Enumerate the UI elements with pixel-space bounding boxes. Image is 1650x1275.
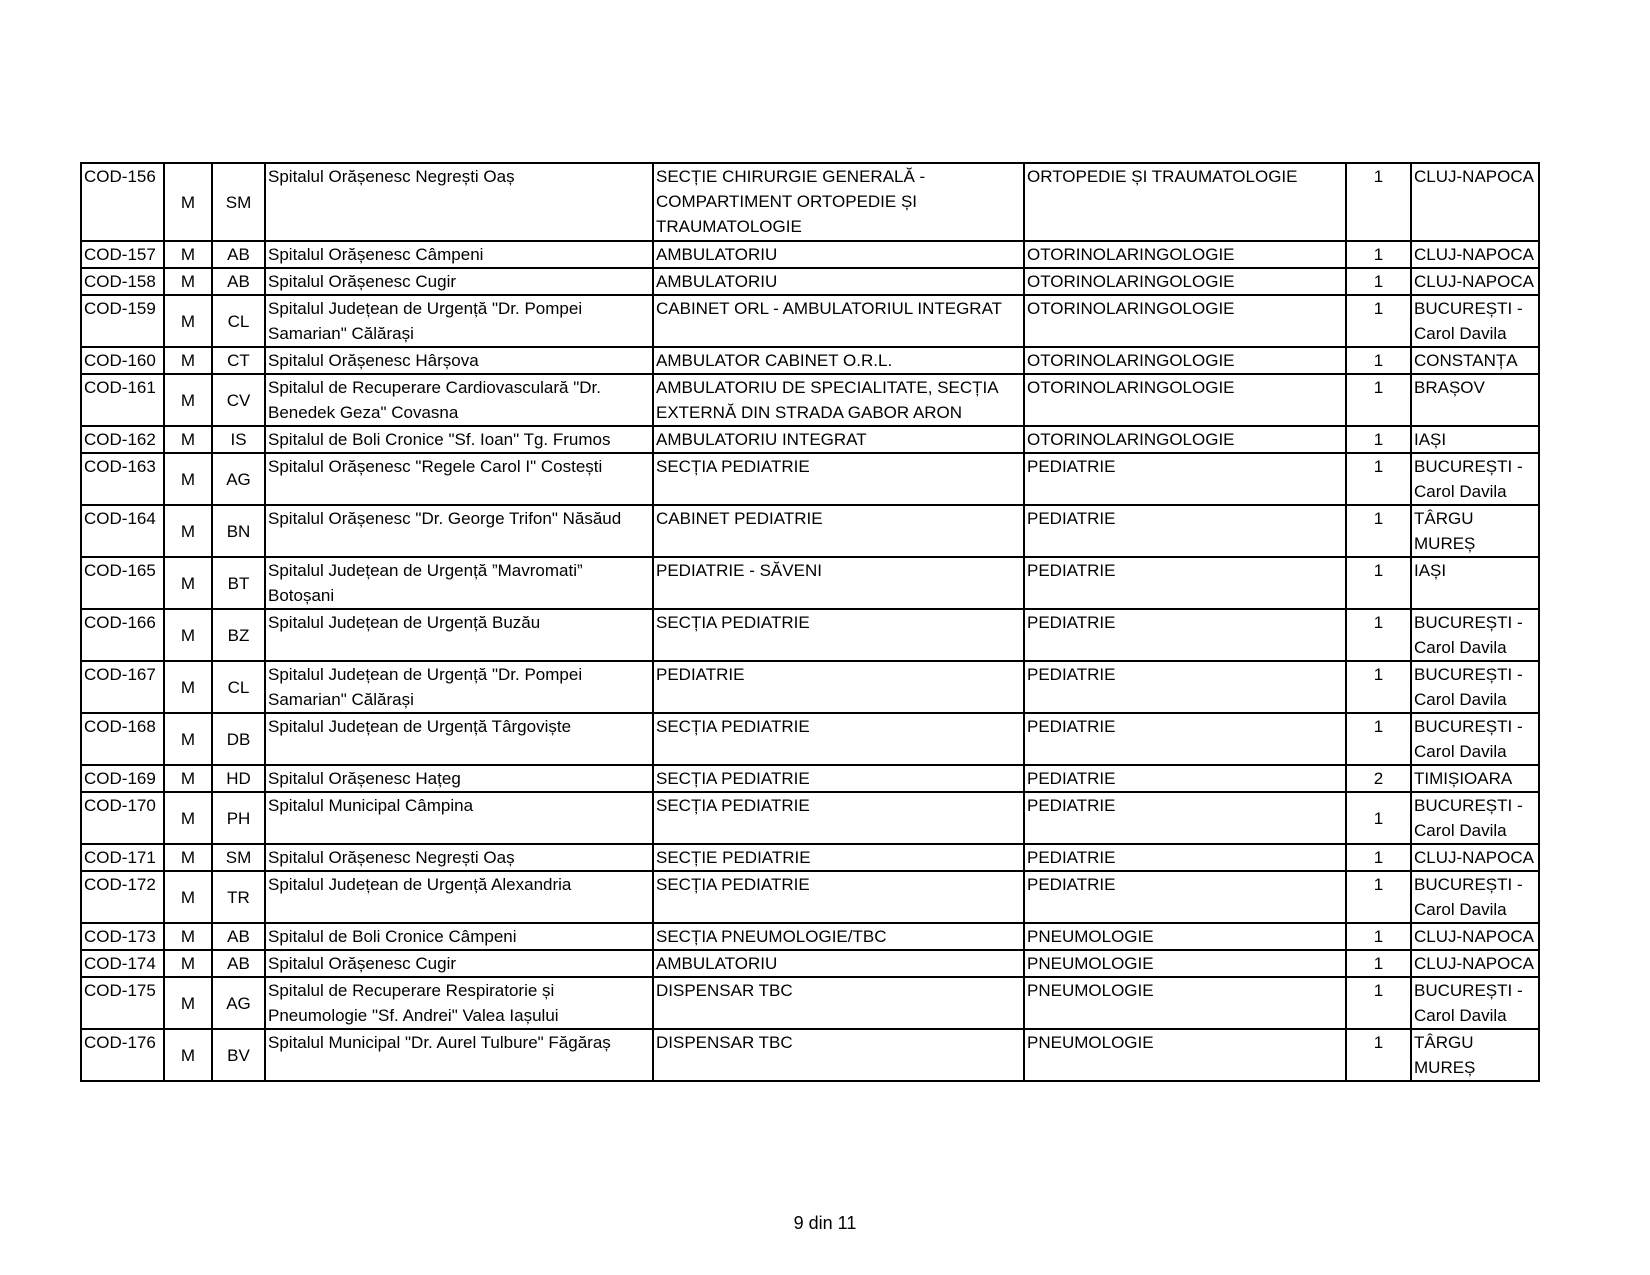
cell-specialty: PNEUMOLOGIE <box>1024 1029 1346 1081</box>
cell-hospital: Spitalul de Recuperare Cardiovasculară "Dr. Benedek Geza" Covasna <box>265 374 653 426</box>
cell-exam-center: BUCUREȘTI - Carol Davila <box>1411 871 1539 923</box>
cell-county: BT <box>212 557 265 609</box>
cell-county: DB <box>212 713 265 765</box>
table-row <box>81 374 1539 426</box>
cell-exam-center: CLUJ-NAPOCA <box>1411 241 1539 268</box>
cell-specialty: PEDIATRIE <box>1024 453 1346 505</box>
cell-county: AG <box>212 453 265 505</box>
cell-code: COD-176 <box>81 1029 164 1081</box>
cell-specialty: PEDIATRIE <box>1024 713 1346 765</box>
cell-specialty: PNEUMOLOGIE <box>1024 923 1346 950</box>
table-row <box>81 268 1539 295</box>
table-row <box>81 713 1539 765</box>
cell-exam-center: CLUJ-NAPOCA <box>1411 844 1539 871</box>
cell-specialty: OTORINOLARINGOLOGIE <box>1024 241 1346 268</box>
cell-sex: M <box>164 765 212 792</box>
cell-code: COD-157 <box>81 241 164 268</box>
table-row <box>81 557 1539 609</box>
cell-code: COD-165 <box>81 557 164 609</box>
cell-exam-center: IAȘI <box>1411 557 1539 609</box>
cell-county: TR <box>212 871 265 923</box>
cell-hospital: Spitalul Orășenesc Câmpeni <box>265 241 653 268</box>
cell-code: COD-160 <box>81 347 164 374</box>
cell-hospital: Spitalul de Recuperare Respiratorie și Pneumologie "Sf. Andrei" Valea Iașului <box>265 977 653 1029</box>
cell-hospital: Spitalul Județean de Urgență Buzău <box>265 609 653 661</box>
cell-hospital: Spitalul Orășenesc Hațeg <box>265 765 653 792</box>
cell-exam-center: BRAȘOV <box>1411 374 1539 426</box>
cell-exam-center: CLUJ-NAPOCA <box>1411 923 1539 950</box>
cell-posts: 1 <box>1346 505 1411 557</box>
table-row <box>81 347 1539 374</box>
cell-hospital: Spitalul de Boli Cronice "Sf. Ioan" Tg. Frumos <box>265 426 653 453</box>
cell-section: CABINET ORL - AMBULATORIUL INTEGRAT <box>653 295 1024 347</box>
cell-exam-center: IAȘI <box>1411 426 1539 453</box>
cell-county: HD <box>212 765 265 792</box>
table-row <box>81 505 1539 557</box>
table-row <box>81 426 1539 453</box>
cell-county: CV <box>212 374 265 426</box>
cell-code: COD-170 <box>81 792 164 844</box>
cell-exam-center: CLUJ-NAPOCA <box>1411 163 1539 241</box>
cell-exam-center: TIMIȘIOARA <box>1411 765 1539 792</box>
cell-county: AB <box>212 950 265 977</box>
cell-exam-center: BUCUREȘTI - Carol Davila <box>1411 713 1539 765</box>
cell-posts: 1 <box>1346 268 1411 295</box>
cell-county: AB <box>212 268 265 295</box>
cell-posts: 1 <box>1346 347 1411 374</box>
cell-code: COD-168 <box>81 713 164 765</box>
cell-section: SECȚIA PNEUMOLOGIE/TBC <box>653 923 1024 950</box>
cell-exam-center: BUCUREȘTI - Carol Davila <box>1411 977 1539 1029</box>
cell-posts: 1 <box>1346 163 1411 241</box>
cell-specialty: OTORINOLARINGOLOGIE <box>1024 295 1346 347</box>
table-row <box>81 661 1539 713</box>
cell-specialty: PEDIATRIE <box>1024 661 1346 713</box>
cell-sex: M <box>164 1029 212 1081</box>
cell-section: AMBULATORIU DE SPECIALITATE, SECȚIA EXTERNĂ DIN STRADA GABOR ARON <box>653 374 1024 426</box>
cell-specialty: ORTOPEDIE ȘI TRAUMATOLOGIE <box>1024 163 1346 241</box>
cell-section: DISPENSAR TBC <box>653 1029 1024 1081</box>
table-row <box>81 1029 1539 1081</box>
cell-sex: M <box>164 713 212 765</box>
cell-posts: 1 <box>1346 241 1411 268</box>
cell-county: CL <box>212 295 265 347</box>
cell-sex: M <box>164 609 212 661</box>
cell-code: COD-166 <box>81 609 164 661</box>
cell-county: BN <box>212 505 265 557</box>
cell-hospital: Spitalul Orășenesc "Dr. George Trifon" Năsăud <box>265 505 653 557</box>
table-row <box>81 977 1539 1029</box>
cell-exam-center: CLUJ-NAPOCA <box>1411 268 1539 295</box>
cell-county: PH <box>212 792 265 844</box>
cell-section: SECȚIA PEDIATRIE <box>653 765 1024 792</box>
cell-hospital: Spitalul Județean de Urgență "Dr. Pompei Samarian" Călărași <box>265 661 653 713</box>
table-body <box>81 163 1539 1081</box>
table-row <box>81 923 1539 950</box>
cell-posts: 1 <box>1346 295 1411 347</box>
cell-specialty: OTORINOLARINGOLOGIE <box>1024 347 1346 374</box>
table-row <box>81 241 1539 268</box>
cell-code: COD-163 <box>81 453 164 505</box>
cell-specialty: PEDIATRIE <box>1024 792 1346 844</box>
cell-posts: 1 <box>1346 977 1411 1029</box>
cell-sex: M <box>164 844 212 871</box>
cell-section: DISPENSAR TBC <box>653 977 1024 1029</box>
cell-specialty: PNEUMOLOGIE <box>1024 977 1346 1029</box>
cell-posts: 1 <box>1346 871 1411 923</box>
cell-exam-center: CONSTANȚA <box>1411 347 1539 374</box>
cell-sex: M <box>164 923 212 950</box>
cell-specialty: PEDIATRIE <box>1024 871 1346 923</box>
table-row <box>81 295 1539 347</box>
positions-table <box>80 162 1540 1082</box>
cell-sex: M <box>164 374 212 426</box>
cell-section: AMBULATORIU <box>653 241 1024 268</box>
cell-sex: M <box>164 426 212 453</box>
cell-exam-center: BUCUREȘTI - Carol Davila <box>1411 609 1539 661</box>
table-row <box>81 453 1539 505</box>
cell-posts: 1 <box>1346 374 1411 426</box>
cell-hospital: Spitalul Județean de Urgență Târgoviște <box>265 713 653 765</box>
cell-specialty: OTORINOLARINGOLOGIE <box>1024 268 1346 295</box>
cell-county: IS <box>212 426 265 453</box>
cell-posts: 1 <box>1346 792 1411 844</box>
table-row <box>81 765 1539 792</box>
cell-sex: M <box>164 557 212 609</box>
cell-code: COD-158 <box>81 268 164 295</box>
cell-specialty: PEDIATRIE <box>1024 505 1346 557</box>
cell-posts: 1 <box>1346 713 1411 765</box>
cell-hospital: Spitalul Orășenesc Negrești Oaș <box>265 844 653 871</box>
cell-specialty: PEDIATRIE <box>1024 609 1346 661</box>
cell-sex: M <box>164 871 212 923</box>
cell-specialty: OTORINOLARINGOLOGIE <box>1024 426 1346 453</box>
cell-code: COD-156 <box>81 163 164 241</box>
cell-code: COD-174 <box>81 950 164 977</box>
cell-code: COD-167 <box>81 661 164 713</box>
cell-exam-center: CLUJ-NAPOCA <box>1411 950 1539 977</box>
cell-exam-center: BUCUREȘTI - Carol Davila <box>1411 792 1539 844</box>
cell-hospital: Spitalul Orășenesc Hârșova <box>265 347 653 374</box>
cell-code: COD-161 <box>81 374 164 426</box>
table-row <box>81 792 1539 844</box>
cell-code: COD-162 <box>81 426 164 453</box>
cell-specialty: PEDIATRIE <box>1024 557 1346 609</box>
cell-posts: 1 <box>1346 609 1411 661</box>
cell-county: AB <box>212 241 265 268</box>
cell-county: BV <box>212 1029 265 1081</box>
cell-hospital: Spitalul Orășenesc Cugir <box>265 268 653 295</box>
cell-posts: 1 <box>1346 844 1411 871</box>
cell-section: AMBULATORIU INTEGRAT <box>653 426 1024 453</box>
cell-hospital: Spitalul Municipal Câmpina <box>265 792 653 844</box>
cell-sex: M <box>164 977 212 1029</box>
cell-sex: M <box>164 950 212 977</box>
cell-county: AG <box>212 977 265 1029</box>
cell-hospital: Spitalul Județean de Urgență Alexandria <box>265 871 653 923</box>
table-row <box>81 609 1539 661</box>
cell-exam-center: BUCUREȘTI - Carol Davila <box>1411 453 1539 505</box>
cell-hospital: Spitalul Județean de Urgență "Dr. Pompei Samarian" Călărași <box>265 295 653 347</box>
cell-posts: 2 <box>1346 765 1411 792</box>
cell-section: PEDIATRIE <box>653 661 1024 713</box>
cell-section: SECȚIE CHIRURGIE GENERALĂ - COMPARTIMENT ORTOPEDIE ȘI TRAUMATOLOGIE <box>653 163 1024 241</box>
cell-exam-center: BUCUREȘTI - Carol Davila <box>1411 295 1539 347</box>
cell-posts: 1 <box>1346 453 1411 505</box>
cell-sex: M <box>164 661 212 713</box>
table-row <box>81 950 1539 977</box>
cell-section: AMBULATORIU <box>653 950 1024 977</box>
table-row <box>81 871 1539 923</box>
cell-hospital: Spitalul Municipal "Dr. Aurel Tulbure" Făgăraș <box>265 1029 653 1081</box>
cell-sex: M <box>164 347 212 374</box>
cell-code: COD-171 <box>81 844 164 871</box>
cell-sex: M <box>164 163 212 241</box>
cell-posts: 1 <box>1346 923 1411 950</box>
cell-hospital: Spitalul Orășenesc Cugir <box>265 950 653 977</box>
cell-county: CT <box>212 347 265 374</box>
cell-posts: 1 <box>1346 950 1411 977</box>
cell-hospital: Spitalul Județean de Urgență ”Mavromati” Botoșani <box>265 557 653 609</box>
cell-section: AMBULATOR CABINET O.R.L. <box>653 347 1024 374</box>
cell-county: BZ <box>212 609 265 661</box>
cell-hospital: Spitalul Orășenesc Negrești Oaș <box>265 163 653 241</box>
cell-exam-center: BUCUREȘTI - Carol Davila <box>1411 661 1539 713</box>
cell-section: SECȚIA PEDIATRIE <box>653 792 1024 844</box>
table-row <box>81 844 1539 871</box>
cell-posts: 1 <box>1346 1029 1411 1081</box>
cell-code: COD-164 <box>81 505 164 557</box>
cell-section: SECȚIA PEDIATRIE <box>653 453 1024 505</box>
cell-sex: M <box>164 505 212 557</box>
cell-section: PEDIATRIE - SĂVENI <box>653 557 1024 609</box>
page-number: 9 din 11 <box>793 1213 857 1233</box>
cell-section: SECȚIA PEDIATRIE <box>653 609 1024 661</box>
cell-specialty: OTORINOLARINGOLOGIE <box>1024 374 1346 426</box>
cell-county: AB <box>212 923 265 950</box>
cell-posts: 1 <box>1346 426 1411 453</box>
cell-section: CABINET PEDIATRIE <box>653 505 1024 557</box>
cell-section: SECȚIA PEDIATRIE <box>653 713 1024 765</box>
cell-code: COD-169 <box>81 765 164 792</box>
cell-posts: 1 <box>1346 557 1411 609</box>
cell-sex: M <box>164 453 212 505</box>
cell-code: COD-159 <box>81 295 164 347</box>
cell-sex: M <box>164 792 212 844</box>
cell-county: SM <box>212 844 265 871</box>
cell-section: SECȚIA PEDIATRIE <box>653 871 1024 923</box>
cell-hospital: Spitalul Orășenesc "Regele Carol I" Costești <box>265 453 653 505</box>
cell-specialty: PEDIATRIE <box>1024 844 1346 871</box>
cell-code: COD-172 <box>81 871 164 923</box>
cell-sex: M <box>164 241 212 268</box>
cell-hospital: Spitalul de Boli Cronice Câmpeni <box>265 923 653 950</box>
cell-section: AMBULATORIU <box>653 268 1024 295</box>
cell-section: SECȚIE PEDIATRIE <box>653 844 1024 871</box>
cell-exam-center: TÂRGU MUREȘ <box>1411 1029 1539 1081</box>
cell-sex: M <box>164 295 212 347</box>
cell-code: COD-175 <box>81 977 164 1029</box>
cell-specialty: PEDIATRIE <box>1024 765 1346 792</box>
table-row <box>81 163 1539 241</box>
cell-posts: 1 <box>1346 661 1411 713</box>
cell-county: CL <box>212 661 265 713</box>
cell-county: SM <box>212 163 265 241</box>
cell-specialty: PNEUMOLOGIE <box>1024 950 1346 977</box>
cell-code: COD-173 <box>81 923 164 950</box>
cell-sex: M <box>164 268 212 295</box>
cell-exam-center: TÂRGU MUREȘ <box>1411 505 1539 557</box>
